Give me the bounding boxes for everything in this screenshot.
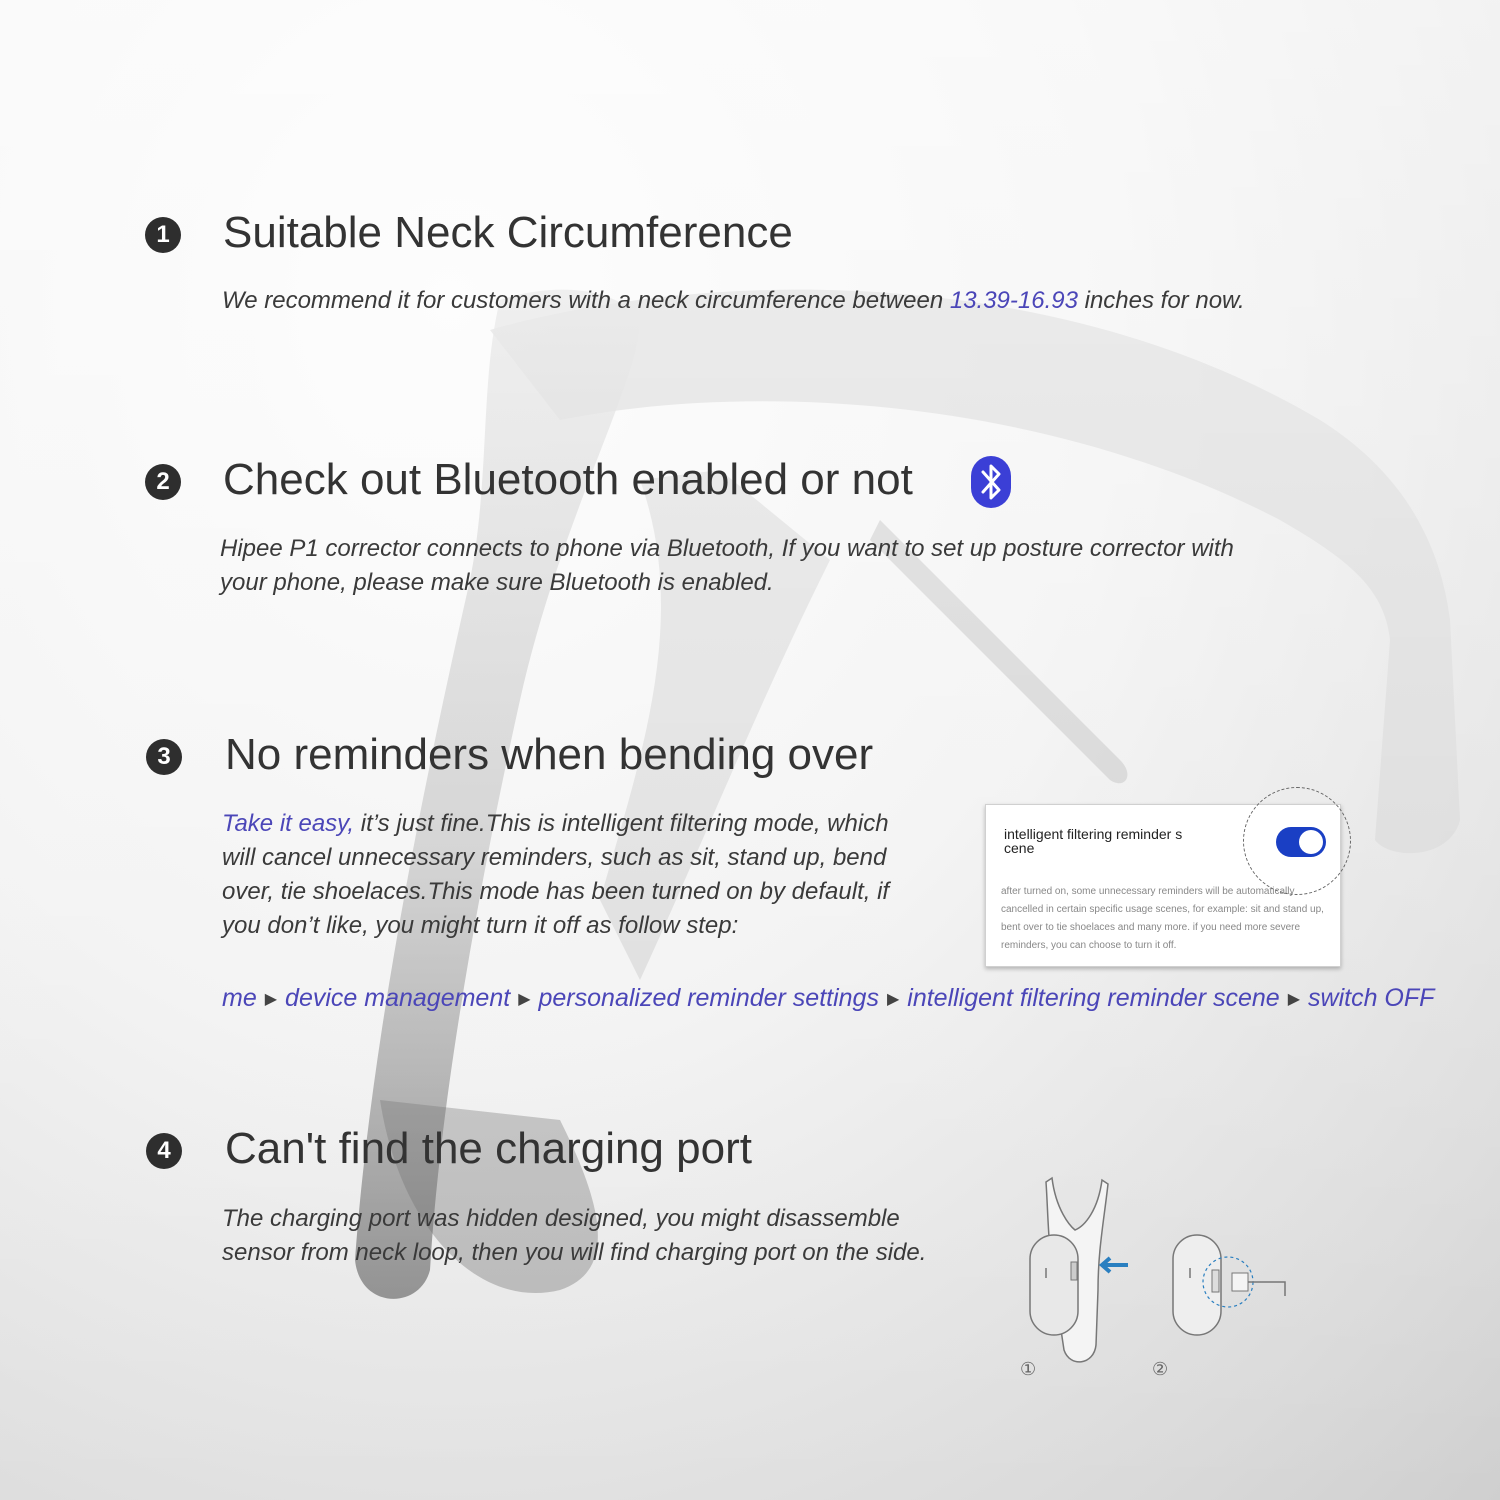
section-title: Check out Bluetooth enabled or not [223, 455, 913, 504]
step-number-badge: 4 [146, 1133, 182, 1169]
charging-port-illustration [1000, 1170, 1300, 1385]
step-personalized-reminder-settings: personalized reminder settings [538, 984, 879, 1012]
step-label-2: ② [1152, 1359, 1169, 1380]
arrow-right-icon: ▶ [1287, 991, 1301, 1008]
section-title: No reminders when bending over [225, 730, 874, 779]
section-text: Hipee P1 corrector connects to phone via Bluetooth, If you want to set up posture corrector with your phone, please make sure Bluetooth is enabled. [220, 535, 1234, 596]
neck-size-range: 13.39-16.93 [949, 287, 1078, 314]
take-it-easy-highlight: Take it easy, [222, 810, 355, 837]
arrow-right-icon: ▶ [518, 991, 531, 1008]
step-me: me [222, 984, 257, 1012]
section-text: The charging port was hidden designed, you might disassemble sensor from neck loop, then you will find charging port on the side. [222, 1205, 927, 1266]
step-switch-off: switch OFF [1308, 984, 1435, 1012]
section-title: Suitable Neck Circumference [223, 208, 793, 257]
setting-description: after turned on, some unnecessary reminders will be automatically cancelled in certain specific usage scenes, for example: sit and stand up, bent over to tie shoelaces and many more. if you need more severe reminders, you can choose to turn it off. [1001, 886, 1324, 951]
bluetooth-icon [971, 456, 1011, 508]
step-number-badge: 2 [145, 464, 181, 500]
toggle-highlight-circle [1243, 787, 1351, 895]
arrow-right-icon: ▶ [886, 991, 900, 1008]
step-label-1: ① [1020, 1359, 1037, 1380]
arrow-right-icon: ▶ [264, 991, 278, 1008]
step-number-badge: 3 [146, 739, 182, 775]
settings-path-breadcrumb [222, 984, 1434, 1013]
section-text: Take it easy, it’s just fine.This is intelligent filtering mode, which will cancel unnecessary reminders, such as sit, stand up, bend over, tie shoelaces.This mode has been turned on by default, if you don’t like, you might turn it off as follow step: [222, 810, 890, 939]
step-intelligent-filtering: intelligent filtering reminder scene [907, 984, 1280, 1012]
section-text: We recommend it for customers with a neck circumference between 13.39-16.93 inches for now. [222, 287, 1245, 314]
step-number-badge: 1 [145, 217, 181, 253]
step-device-management: device management [285, 984, 511, 1012]
section-title: Can't find the charging port [225, 1124, 752, 1173]
setting-title: intelligent filtering reminder s cene [1004, 826, 1183, 856]
